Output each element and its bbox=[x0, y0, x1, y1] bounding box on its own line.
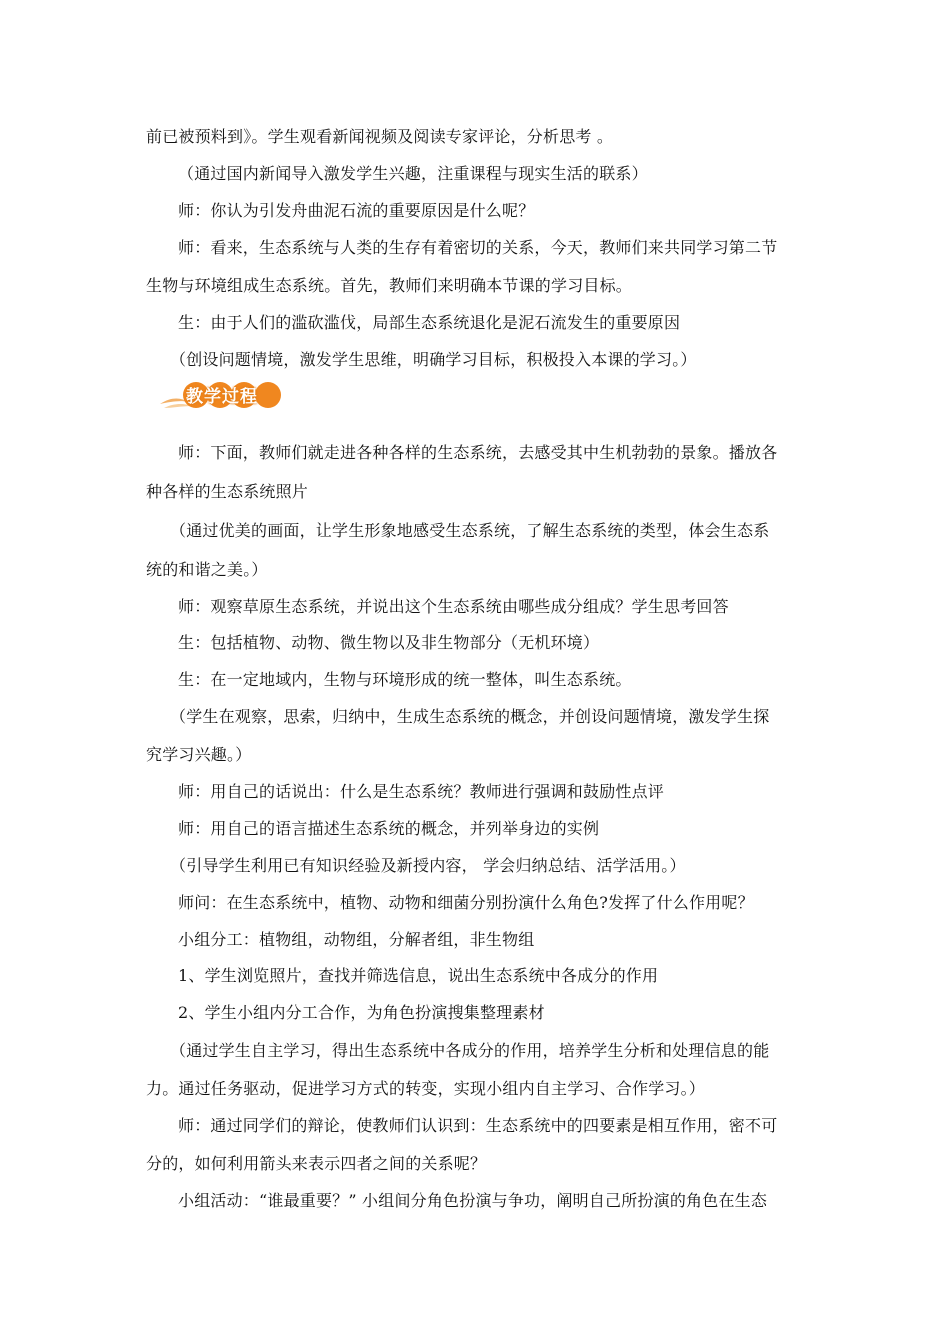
paragraph-line: （通过学生自主学习，得出生态系统中各成分的作用，培养学生分析和处理信息的能 bbox=[170, 1041, 770, 1060]
paragraph-line: 究学习兴趣。） bbox=[146, 745, 252, 764]
section-banner-title: 教学过程 bbox=[186, 387, 258, 407]
paragraph-line: 师：观察草原生态系统，并说出这个生态系统由哪些成分组成？学生思考回答 bbox=[178, 597, 729, 616]
paragraph-line: 生：由于人们的滥砍滥伐，局部生态系统退化是泥石流发生的重要原因 bbox=[178, 313, 681, 332]
paragraph-line: 师：用自己的话说出：什么是生态系统？教师进行强调和鼓励性点评 bbox=[178, 782, 665, 801]
paragraph-line: 统的和谐之美。） bbox=[146, 560, 268, 579]
paragraph-line: 种各样的生态系统照片 bbox=[146, 482, 309, 501]
paragraph-line: 生：在一定地域内，生物与环境形成的统一整体，叫生态系统。 bbox=[178, 670, 632, 689]
paragraph-line: （引导学生利用已有知识经验及新授内容， 学会归纳总结、活学活用。） bbox=[170, 856, 686, 875]
paragraph-line: 分的，如何利用箭头来表示四者之间的关系呢？ bbox=[146, 1154, 487, 1173]
paragraph-line: 2、学生小组内分工合作，为角色扮演搜集整理素材 bbox=[178, 1003, 545, 1022]
paragraph-line: 生：包括植物、动物、微生物以及非生物部分（无机环境） bbox=[178, 633, 600, 652]
paragraph-line: 生物与环境组成生态系统。首先，教师们来明确本节课的学习目标。 bbox=[146, 276, 633, 295]
paragraph-line: 小组分工：植物组，动物组，分解者组，非生物组 bbox=[178, 930, 535, 949]
paragraph-line: 师：你认为引发舟曲泥石流的重要原因是什么呢？ bbox=[178, 201, 535, 220]
paragraph-line: 1、学生浏览照片，查找并筛选信息，说出生态系统中各成分的作用 bbox=[178, 966, 659, 985]
paragraph-line: 师：看来，生态系统与人类的生存有着密切的关系，今天，教师们来共同学习第二节 bbox=[178, 238, 778, 257]
section-banner bbox=[158, 378, 288, 412]
paragraph-line: （学生在观察，思索，归纳中，生成生态系统的概念，并创设问题情境，激发学生探 bbox=[170, 707, 770, 726]
paragraph-line: （创设问题情境，激发学生思维，明确学习目标，积极投入本课的学习。） bbox=[170, 350, 697, 369]
paragraph-line: 力。通过任务驱动，促进学习方式的转变，实现小组内自主学习、合作学习。） bbox=[146, 1079, 706, 1098]
paragraph-line: 小组活动：“谁最重要？” 小组间分角色扮演与争功，阐明自己所扮演的角色在生态 bbox=[178, 1191, 768, 1210]
paragraph-line: 师：用自己的语言描述生态系统的概念，并列举身边的实例 bbox=[178, 819, 600, 838]
paragraph-line: 前已被预料到》。学生观看新闻视频及阅读专家评论，分析思考 。 bbox=[146, 127, 614, 146]
paragraph-line: （通过优美的画面，让学生形象地感受生态系统，了解生态系统的类型，体会生态系 bbox=[170, 521, 770, 540]
paragraph-line: 师问：在生态系统中，植物、动物和细菌分别扮演什么角色?发挥了什么作用呢？ bbox=[178, 893, 754, 912]
paragraph-line: 师：通过同学们的辩论，使教师们认识到：生态系统中的四要素是相互作用，密不可 bbox=[178, 1116, 778, 1135]
paragraph-line: （通过国内新闻导入激发学生兴趣，注重课程与现实生活的联系） bbox=[178, 164, 648, 183]
paragraph-line: 师：下面，教师们就走进各种各样的生态系统，去感受其中生机勃勃的景象。播放各 bbox=[178, 443, 778, 462]
